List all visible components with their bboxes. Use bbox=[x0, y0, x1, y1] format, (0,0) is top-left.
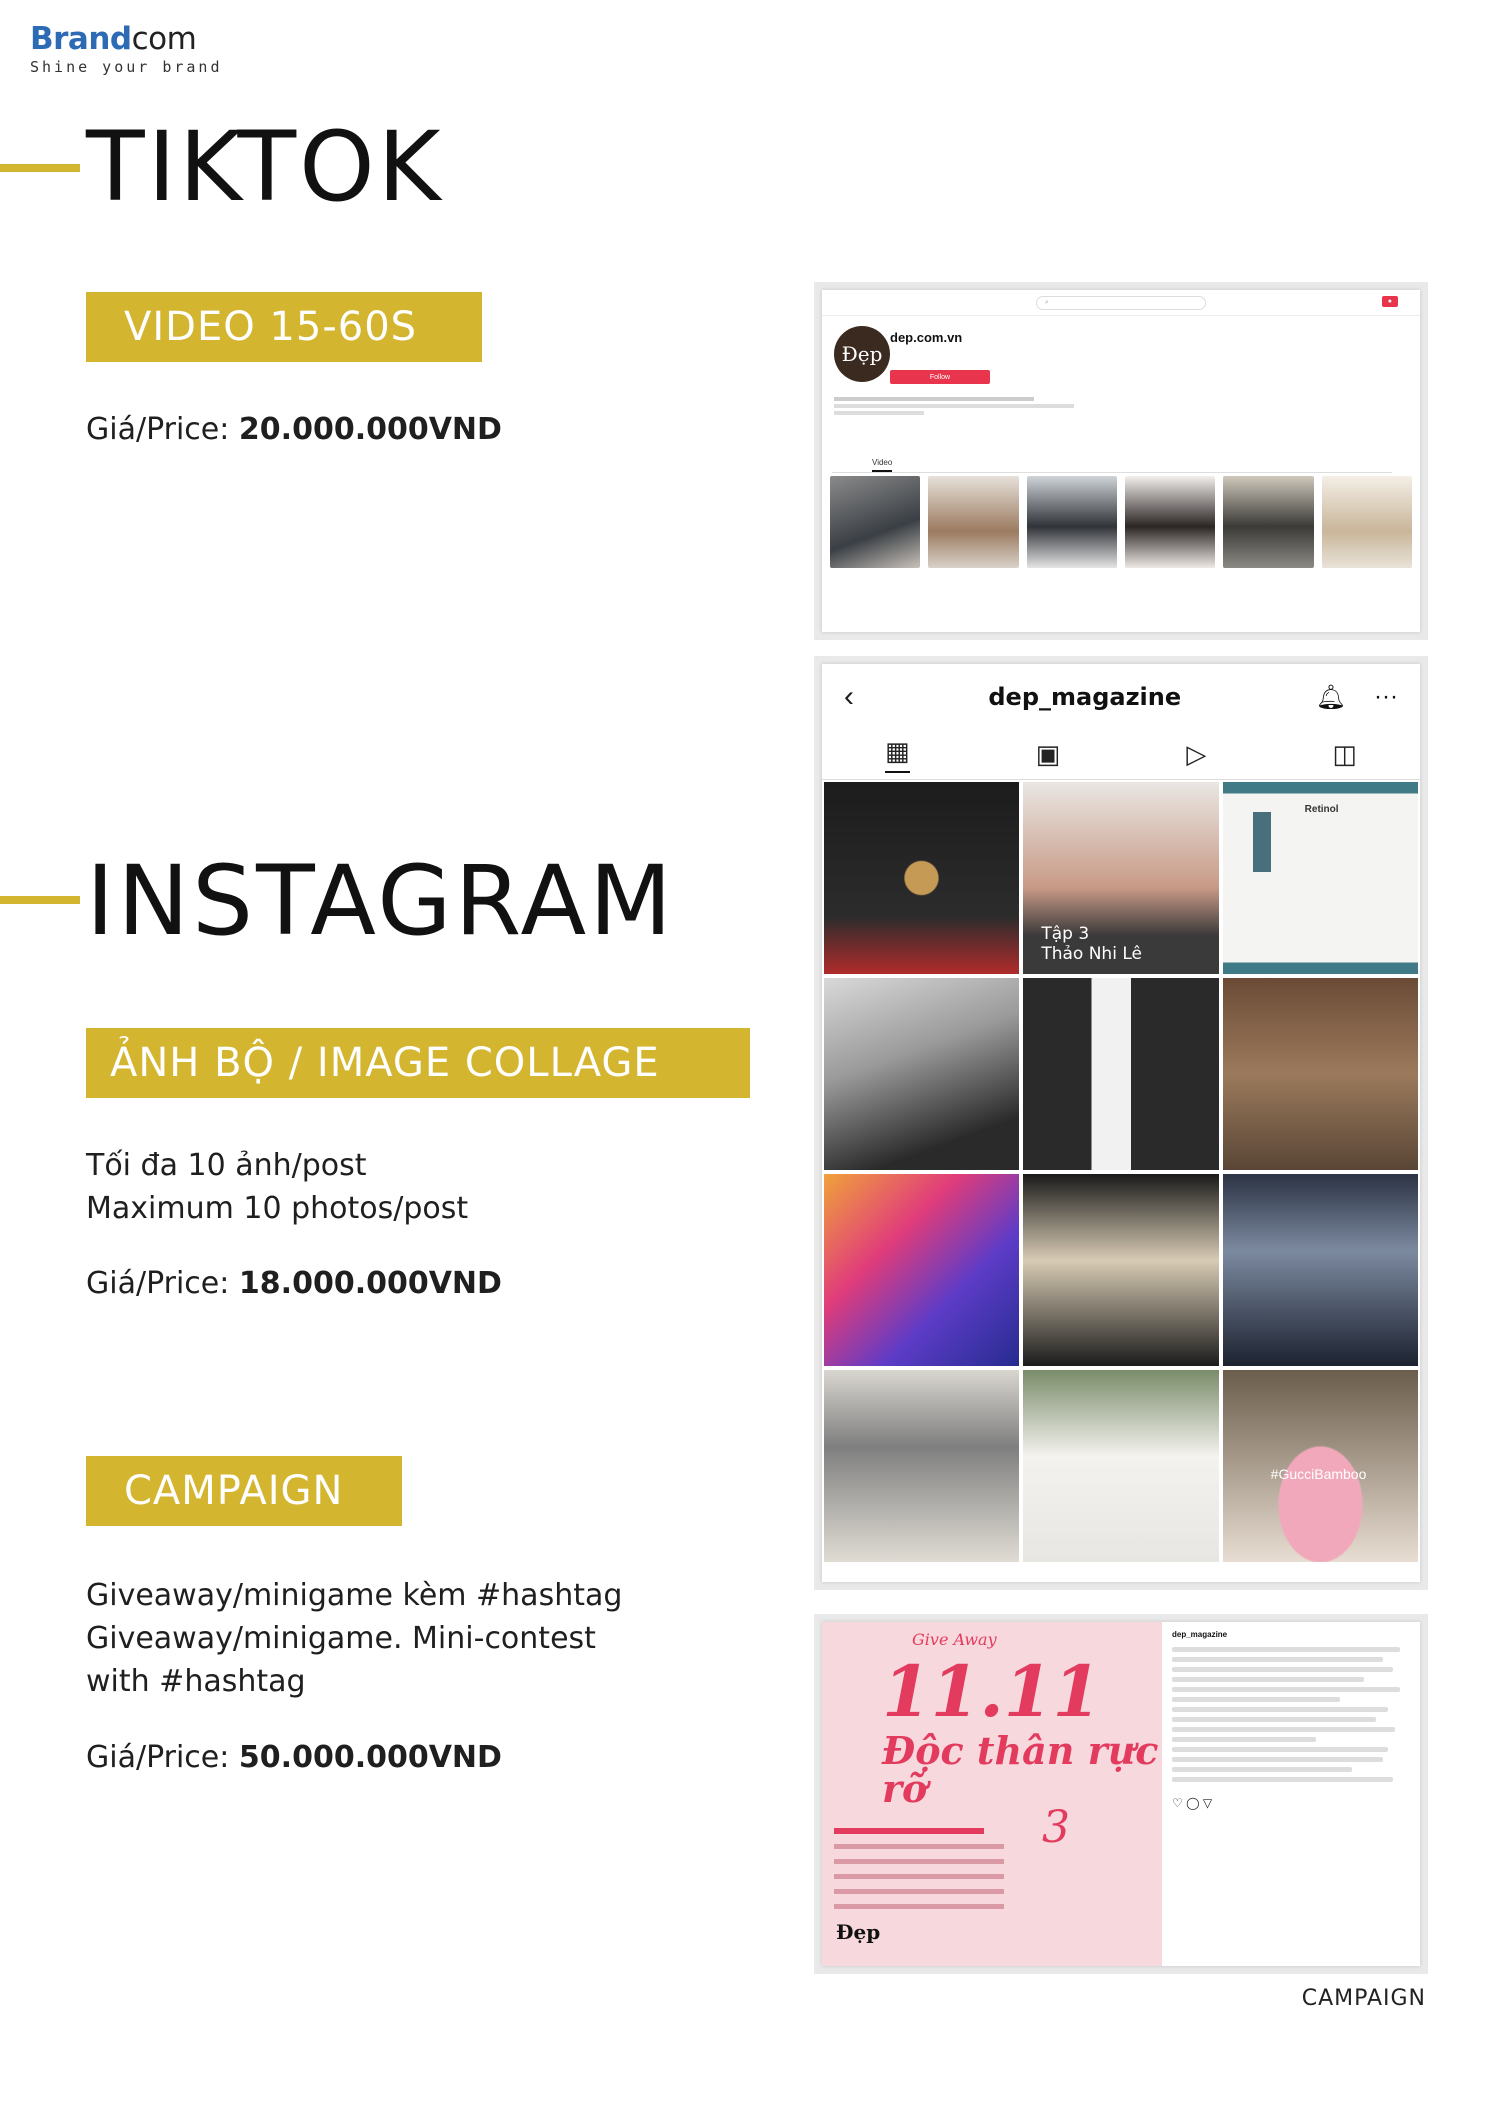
tiktok-price-label: Giá/Price: bbox=[86, 412, 230, 447]
photo-tile bbox=[1023, 978, 1218, 1170]
campaign-post-account: dep_magazine bbox=[1172, 1630, 1228, 1639]
photo-tile bbox=[1223, 782, 1418, 974]
photo-tile bbox=[1223, 1370, 1418, 1562]
campaign-price bbox=[86, 1736, 502, 1779]
tiktok-stats bbox=[834, 394, 1074, 418]
tiktok-price-value: 20.000.000VND bbox=[238, 412, 502, 447]
campaign-line-3: with #hashtag bbox=[86, 1664, 306, 1699]
instagram-header bbox=[822, 664, 1420, 730]
tiktok-screenshot bbox=[814, 282, 1428, 640]
instagram-price-value: 18.000.000VND bbox=[238, 1266, 502, 1301]
logo-brand-text: Brand bbox=[30, 21, 132, 57]
instagram-line-1: Tối đa 10 ảnh/post bbox=[86, 1148, 367, 1183]
grid-icon: ▦ bbox=[885, 736, 910, 773]
tiktok-title: TIKTOK bbox=[86, 111, 444, 223]
campaign-figure-label: CAMPAIGN bbox=[1301, 1986, 1426, 2011]
reels-icon: ▣ bbox=[1035, 739, 1061, 769]
instagram-accent-line bbox=[0, 896, 80, 904]
photo-tile bbox=[1023, 1174, 1218, 1366]
campaign-price-label: Giá/Price: bbox=[86, 1740, 230, 1775]
tiktok-video-thumb bbox=[1223, 476, 1313, 568]
campaign-brand: Đẹp bbox=[836, 1920, 881, 1944]
logo-com-text: com bbox=[131, 21, 197, 57]
instagram-badge: ẢNH BỘ / IMAGE COLLAGE bbox=[86, 1028, 750, 1098]
photo-tile bbox=[824, 1370, 1019, 1562]
tiktok-search-input: ⌕ bbox=[1036, 296, 1206, 310]
tiktok-video-thumb bbox=[1125, 476, 1215, 568]
instagram-price bbox=[86, 1262, 502, 1305]
post-action-icons: ♡ ◯ ▽ bbox=[1172, 1796, 1213, 1810]
photo-tile bbox=[1023, 1370, 1218, 1562]
more-icon: ··· bbox=[1374, 682, 1398, 710]
photo-caption: Tập 3 Thảo Nhi Lê bbox=[1041, 924, 1142, 964]
instagram-price-label: Giá/Price: bbox=[86, 1266, 230, 1301]
photo-tile bbox=[824, 1174, 1019, 1366]
tiktok-video-grid bbox=[830, 476, 1412, 568]
campaign-poster bbox=[822, 1622, 1162, 1966]
campaign-price-value: 50.000.000VND bbox=[238, 1740, 502, 1775]
tiktok-tab-videos: Video bbox=[872, 458, 892, 472]
instagram-line-2: Maximum 10 photos/post bbox=[86, 1191, 469, 1226]
tiktok-price bbox=[86, 408, 502, 451]
instagram-username: dep_magazine bbox=[988, 683, 1182, 711]
tiktok-badge: VIDEO 15-60S bbox=[86, 292, 482, 362]
campaign-screenshot bbox=[814, 1614, 1428, 1974]
campaign-line-1: Giveaway/minigame kèm #hashtag bbox=[86, 1578, 623, 1613]
giveaway-heading: Give Away bbox=[912, 1630, 997, 1649]
back-icon: ‹ bbox=[844, 680, 854, 713]
campaign-prize-list bbox=[834, 1822, 1004, 1919]
campaign-badge: CAMPAIGN bbox=[86, 1456, 402, 1526]
gucci-label: #GucciBamboo bbox=[1270, 1466, 1367, 1482]
bell-icon: 🔔︎ bbox=[1315, 683, 1346, 711]
campaign-slogan: Độc thân rực rỡ bbox=[882, 1728, 1159, 1811]
logo-tagline: Shine your brand bbox=[30, 58, 223, 76]
tiktok-topbar bbox=[822, 290, 1420, 316]
campaign-post-panel bbox=[1164, 1622, 1420, 1966]
tagged-icon: ◫ bbox=[1332, 739, 1357, 769]
tiktok-video-thumb bbox=[1027, 476, 1117, 568]
instagram-screenshot bbox=[814, 656, 1428, 1590]
brand-logo bbox=[30, 22, 223, 76]
tiktok-follow-button: Follow bbox=[890, 370, 990, 384]
tiktok-account-name: dep.com.vn bbox=[890, 330, 963, 345]
tiktok-upload-button: ● bbox=[1382, 296, 1398, 307]
photo-tile bbox=[1023, 782, 1218, 974]
campaign-description bbox=[86, 1574, 622, 1703]
instagram-photo-grid bbox=[822, 780, 1420, 1564]
instagram-limit-text bbox=[86, 1144, 468, 1230]
photo-tile bbox=[1223, 978, 1418, 1170]
photo-tile bbox=[824, 978, 1019, 1170]
play-icon: ▷ bbox=[1186, 739, 1207, 769]
tiktok-tabs bbox=[832, 458, 1392, 473]
photo-tile bbox=[1223, 1174, 1418, 1366]
tiktok-avatar: Đẹp bbox=[834, 326, 890, 382]
tiktok-accent-line bbox=[0, 164, 80, 172]
instagram-title: INSTAGRAM bbox=[86, 845, 675, 957]
tiktok-video-thumb bbox=[830, 476, 920, 568]
campaign-number: 3 bbox=[1042, 1802, 1070, 1853]
tiktok-video-thumb bbox=[928, 476, 1018, 568]
campaign-line-2: Giveaway/minigame. Mini-contest bbox=[86, 1621, 596, 1656]
tiktok-video-thumb bbox=[1322, 476, 1412, 568]
instagram-tabs bbox=[822, 730, 1420, 780]
photo-tile bbox=[824, 782, 1019, 974]
campaign-date: 11.11 bbox=[882, 1650, 1102, 1733]
retinol-label: Retinol bbox=[1304, 804, 1339, 815]
